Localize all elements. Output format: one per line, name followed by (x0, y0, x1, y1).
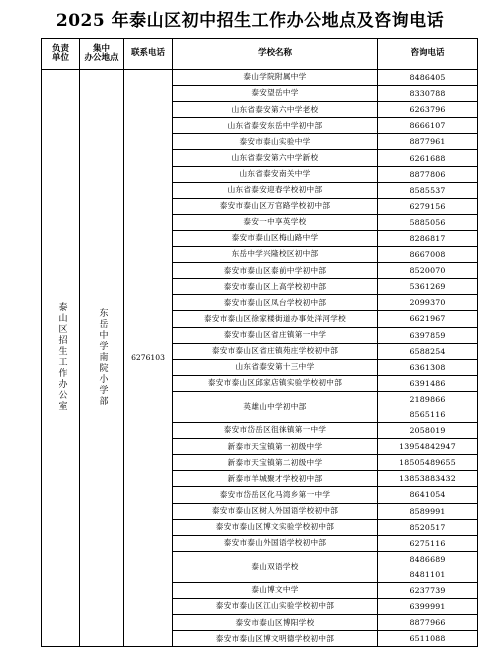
school-name: 泰安市泰山区邱家店镇实验学校初中部 (173, 375, 378, 391)
school-name: 泰安市泰山区省庄镇第一中学 (173, 327, 378, 343)
phone-number: 6275116 (409, 538, 446, 548)
phone-number: 2189866 (409, 394, 446, 404)
phone-number: 6399991 (409, 602, 446, 612)
phone-number: 8520070 (409, 266, 446, 276)
consult-phone (378, 487, 478, 503)
school-name: 泰安市泰山区博文明德学校初中部 (173, 631, 378, 647)
consult-phone (378, 455, 478, 471)
consult-phone (378, 311, 478, 327)
school-name: 泰安市泰山区凤台学校初中部 (173, 295, 378, 311)
phone-number: 6397859 (409, 330, 446, 340)
consult-phone (378, 343, 478, 359)
phone-number: 8641054 (409, 490, 446, 500)
school-name: 泰安市泰山区梅山路中学 (173, 230, 378, 246)
school-name: 泰安市泰山区万官路学校初中部 (173, 198, 378, 214)
consult-phone (378, 519, 478, 535)
school-name: 山东省泰安第十三中学 (173, 359, 378, 375)
phone-number: 8486405 (409, 73, 446, 83)
phone-number: 8585537 (409, 185, 446, 195)
phone-number: 5361269 (409, 282, 446, 292)
phone-number: 6279156 (409, 201, 446, 211)
phone-number: 2058019 (409, 426, 446, 436)
consult-phone (378, 391, 478, 422)
consult-phone (378, 70, 478, 86)
phone-number: 8589991 (409, 506, 446, 516)
phone-number: 13853883432 (399, 474, 456, 484)
school-name: 山东省泰安南关中学 (173, 166, 378, 182)
school-name: 东岳中学兴隆校区初中部 (173, 247, 378, 263)
consult-phone (378, 615, 478, 631)
header-office: 集中 办公地点 (80, 39, 124, 70)
header-contact: 联系电话 (124, 39, 173, 70)
school-name: 泰山博文中学 (173, 583, 378, 599)
school-name: 泰安市泰山实验中学 (173, 134, 378, 150)
school-name: 泰安市泰山区上高学校初中部 (173, 279, 378, 295)
consult-phone (378, 214, 478, 230)
phone-number: 6511088 (409, 634, 446, 644)
phone-number: 8877961 (409, 137, 446, 147)
unit-text: 泰山区招生工作办公室 (56, 302, 67, 413)
consult-phone (378, 535, 478, 551)
school-name: 泰山学院附属中学 (173, 70, 378, 86)
phone-number: 5885056 (409, 217, 446, 227)
consult-phone (378, 279, 478, 295)
school-name: 泰安市泰山区树人外国语学校初中部 (173, 503, 378, 519)
school-name: 泰安市泰山区博文实验学校初中部 (173, 519, 378, 535)
school-name: 泰安市泰山区博阳学校 (173, 615, 378, 631)
phone-number: 6621967 (409, 314, 446, 324)
school-name: 泰安市泰山区江山实验学校初中部 (173, 599, 378, 615)
phone-number: 8565116 (409, 409, 446, 419)
table-header-row (42, 39, 478, 70)
phone-number: 8286817 (409, 233, 446, 243)
table-row (42, 70, 478, 86)
phone-number: 6237739 (409, 586, 446, 596)
consult-phone (378, 86, 478, 102)
school-name: 泰安一中享英学校 (173, 214, 378, 230)
office-cell (80, 70, 124, 647)
document-title: 2025 年泰山区初中招生工作办公地点及咨询电话 (55, 11, 445, 31)
consult-phone (378, 150, 478, 166)
consult-phone (378, 118, 478, 134)
consult-phone (378, 327, 478, 343)
consult-phone (378, 295, 478, 311)
school-name: 英雄山中学初中部 (173, 391, 378, 422)
phone-number: 8877966 (409, 618, 446, 628)
consult-phone (378, 230, 478, 246)
phone-number: 8667008 (409, 250, 446, 260)
school-name: 泰安市泰山外国语学校初中部 (173, 535, 378, 551)
school-name: 泰安市岱岳区徂徕镇第一中学 (173, 423, 378, 439)
consult-phone (378, 423, 478, 439)
school-name: 泰安市泰山区泰前中学初中部 (173, 263, 378, 279)
header-school: 学校名称 (173, 39, 378, 70)
consult-phone (378, 182, 478, 198)
contact-phone-cell: 6276103 (124, 70, 173, 647)
school-name: 山东省泰安东岳中学初中部 (173, 118, 378, 134)
office-text: 东岳中学南院小学部 (97, 307, 108, 407)
phone-number: 6263796 (409, 105, 446, 115)
consult-phone (378, 102, 478, 118)
consult-phone (378, 631, 478, 647)
consult-phone (378, 551, 478, 582)
phone-number: 6261688 (409, 153, 446, 163)
phone-number: 8481101 (409, 569, 446, 579)
phone-number: 13954842947 (399, 442, 456, 452)
phone-number: 6391486 (409, 378, 446, 388)
consult-phone (378, 263, 478, 279)
school-name: 山东省泰安第六中学老校 (173, 102, 378, 118)
consult-phone (378, 471, 478, 487)
header-phone: 咨询电话 (378, 39, 478, 70)
consult-phone (378, 599, 478, 615)
consult-phone (378, 166, 478, 182)
unit-cell (42, 70, 80, 647)
phone-number: 8877806 (409, 169, 446, 179)
school-name: 泰安市泰山区省庄镇苑庄学校初中部 (173, 343, 378, 359)
school-name: 新泰市羊城聚才学校初中部 (173, 471, 378, 487)
consult-phone (378, 359, 478, 375)
consult-phone (378, 503, 478, 519)
consult-phone (378, 247, 478, 263)
phone-number: 8520517 (409, 522, 446, 532)
school-name: 泰安市岱岳区化马湾乡第一中学 (173, 487, 378, 503)
phone-number: 18505489655 (399, 458, 456, 468)
school-name: 新泰市天宝镇第二初级中学 (173, 455, 378, 471)
phone-number: 6361308 (409, 362, 446, 372)
consult-phone (378, 134, 478, 150)
consult-phone (378, 198, 478, 214)
phone-number: 8666107 (409, 121, 446, 131)
school-name: 山东省泰安迎春学校初中部 (173, 182, 378, 198)
school-name: 山东省泰安第六中学新校 (173, 150, 378, 166)
consult-phone (378, 439, 478, 455)
school-name: 泰安望岳中学 (173, 86, 378, 102)
phone-number: 6588254 (409, 346, 446, 356)
phone-number: 8330788 (409, 89, 446, 99)
phone-number: 8486689 (409, 554, 446, 564)
school-name: 新泰市天宝镇第一初级中学 (173, 439, 378, 455)
phone-number: 2099370 (409, 298, 446, 308)
school-name: 泰山双语学校 (173, 551, 378, 582)
consult-phone (378, 583, 478, 599)
school-name: 泰安市泰山区徐家楼街道办事处洋河学校 (173, 311, 378, 327)
school-contact-table (41, 38, 478, 647)
consult-phone (378, 375, 478, 391)
header-unit: 负责 单位 (42, 39, 80, 70)
